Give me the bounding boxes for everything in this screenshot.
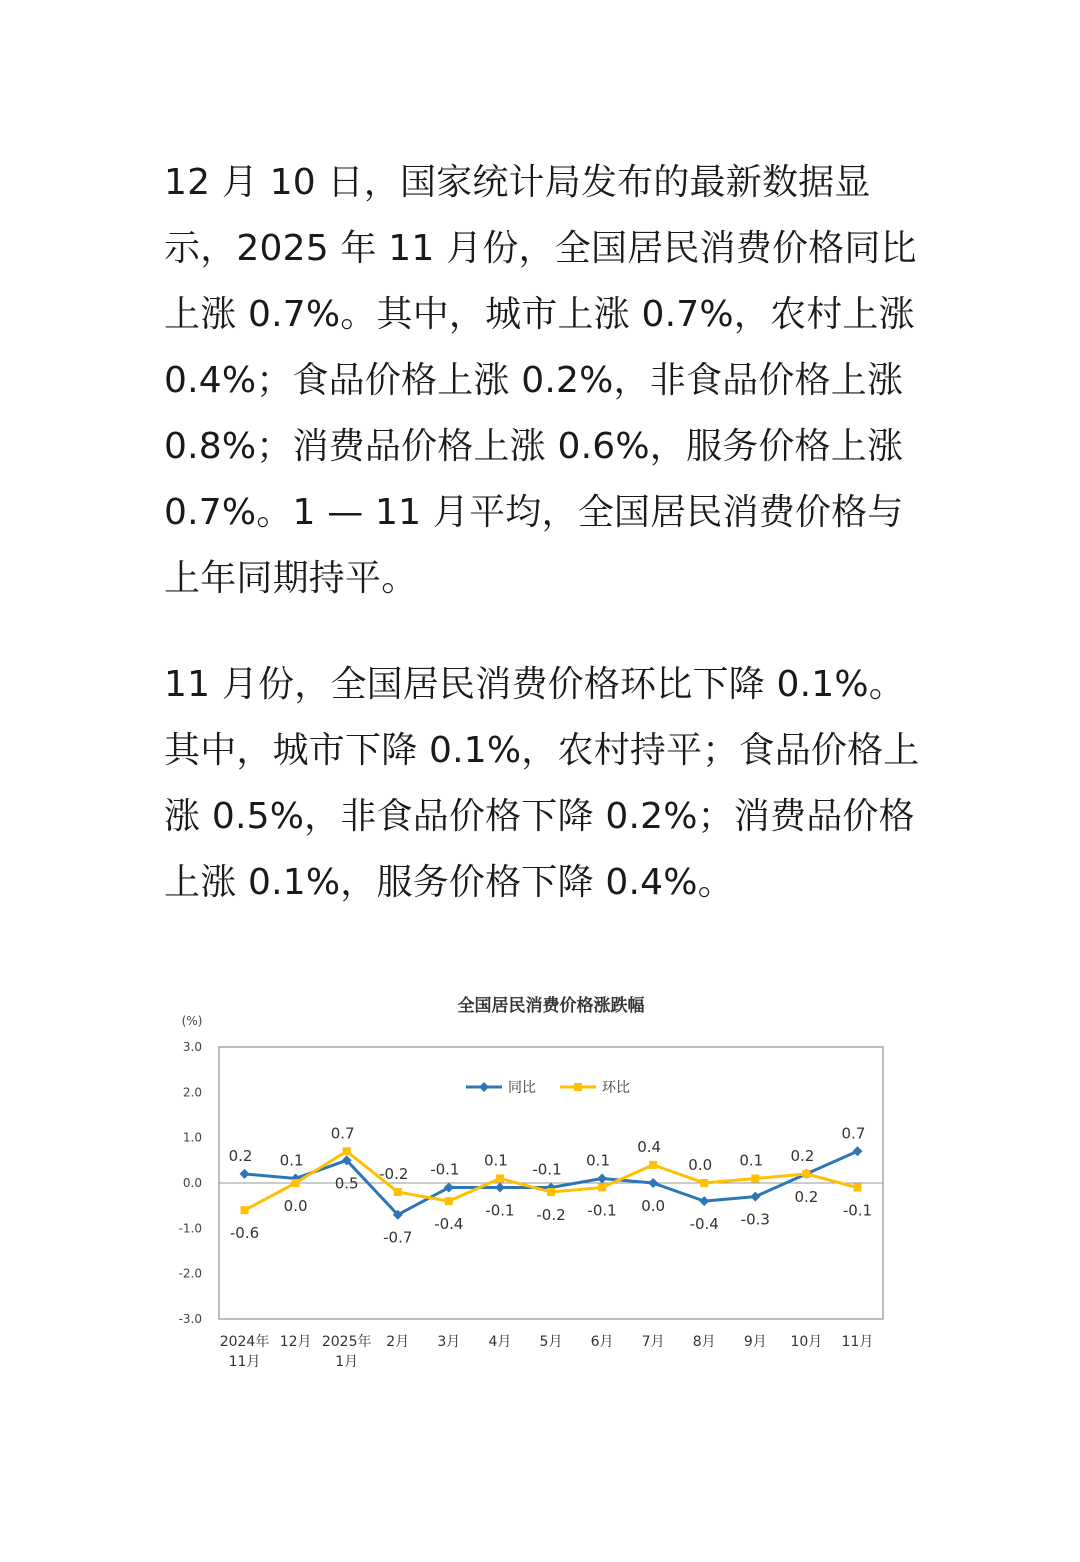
x-tick-label: 2025年 xyxy=(321,1334,372,1350)
paragraph: 11 月份，全国居民消费价格环比下降 0.1%。其中，城市下降 0.1%，农村持平；食品价格上涨 0.5%，非食品价格下降 0.2%；消费品价格上涨 0.1%，服务价格下降 0.4%。 xyxy=(164,664,920,903)
series-mom-point xyxy=(241,1206,249,1214)
series-yoy-point xyxy=(648,1178,658,1188)
series-mom-point xyxy=(394,1188,402,1196)
series-mom-data-label: 0.0 xyxy=(688,1156,713,1174)
series-mom-point xyxy=(853,1184,861,1192)
x-tick-label: 6月 xyxy=(590,1334,614,1350)
series-yoy-point xyxy=(852,1146,862,1156)
series-yoy-data-label: 0.1 xyxy=(279,1151,304,1170)
series-yoy-data-label: 0.2 xyxy=(228,1146,253,1165)
x-tick-label: 2月 xyxy=(386,1334,410,1350)
legend-mom-marker xyxy=(574,1083,582,1091)
series-yoy-point xyxy=(750,1192,760,1202)
y-axis-unit: (%) xyxy=(181,1014,203,1028)
x-tick-label: 11月 xyxy=(841,1334,874,1350)
legend-mom-label: 环比 xyxy=(602,1080,630,1096)
series-mom-point xyxy=(751,1174,759,1182)
legend-yoy-marker xyxy=(479,1082,489,1092)
y-tick-label: -1.0 xyxy=(178,1221,202,1236)
y-tick-label: 0.0 xyxy=(182,1176,202,1190)
series-mom-data-label: -0.4 xyxy=(434,1215,464,1234)
series-mom-point xyxy=(343,1147,351,1155)
series-yoy-data-label: 0.7 xyxy=(841,1124,866,1143)
series-mom-data-label: -0.6 xyxy=(229,1224,260,1243)
series-mom-point xyxy=(700,1179,708,1187)
series-mom-point xyxy=(649,1161,657,1169)
legend-yoy-label: 同比 xyxy=(508,1080,536,1096)
series-yoy-point xyxy=(240,1169,250,1179)
series-mom-data-label: -0.2 xyxy=(379,1165,409,1184)
series-mom-point xyxy=(598,1184,606,1192)
series-mom-point xyxy=(292,1179,300,1187)
series-yoy-point xyxy=(699,1196,709,1206)
x-tick-label: 10月 xyxy=(790,1334,823,1350)
series-mom-point xyxy=(445,1197,453,1205)
cpi-chart xyxy=(130,945,960,1405)
x-tick-label: 4月 xyxy=(488,1334,512,1350)
series-yoy-data-label: 0.2 xyxy=(790,1146,815,1165)
series-yoy-data-label: 0.5 xyxy=(334,1174,359,1193)
x-tick-label: 9月 xyxy=(743,1334,767,1350)
x-tick-label: 8月 xyxy=(692,1334,716,1350)
article-body xyxy=(164,150,924,956)
y-tick-label: 3.0 xyxy=(182,1040,202,1054)
x-tick-label: 7月 xyxy=(641,1334,665,1350)
series-mom-point xyxy=(802,1170,810,1178)
x-tick-label: 12月 xyxy=(279,1334,312,1350)
series-mom-data-label: -0.1 xyxy=(842,1201,873,1220)
paragraph: 12 月 10 日，国家统计局发布的最新数据显示，2025 年 11 月份，全国居民消费价格同比上涨 0.7%。其中，城市上涨 0.7%，农村上涨 0.4%；食品价格上涨 0.2%，非食品价格上涨 0.8%；消费品价格上涨 0.6%，服务价格上涨 0.7%。1 — 11 月平均，全国居民消费价格与上年同期持平。 xyxy=(164,162,917,599)
chart-title: 全国居民消费价格涨跌幅 xyxy=(457,996,645,1016)
series-mom-data-label: 0.4 xyxy=(637,1137,662,1156)
series-yoy-data-label: -0.3 xyxy=(740,1210,770,1229)
series-yoy-data-label: -0.1 xyxy=(485,1201,515,1220)
y-tick-label: -2.0 xyxy=(178,1266,202,1281)
series-yoy-data-label: 0.0 xyxy=(641,1197,666,1215)
series-mom-data-label: 0.1 xyxy=(739,1151,764,1170)
x-tick-label: 5月 xyxy=(539,1334,563,1350)
chart-svg xyxy=(130,945,960,1405)
x-tick-label: 2024年 xyxy=(219,1334,270,1350)
series-mom-data-label: 0.0 xyxy=(283,1197,308,1215)
y-tick-label: 1.0 xyxy=(182,1130,202,1145)
x-tick-label: 11月 xyxy=(228,1354,261,1370)
series-yoy-data-label: 0.1 xyxy=(586,1151,611,1170)
y-tick-label: -3.0 xyxy=(178,1312,202,1326)
series-mom-data-label: 0.7 xyxy=(330,1124,355,1143)
series-yoy-data-label: -0.1 xyxy=(430,1160,460,1179)
series-yoy-data-label: -0.1 xyxy=(532,1160,562,1179)
series-mom-data-label: 0.1 xyxy=(483,1151,508,1170)
series-yoy-data-label: -0.4 xyxy=(689,1215,719,1234)
series-mom-point xyxy=(496,1174,504,1182)
y-tick-label: 2.0 xyxy=(182,1085,202,1100)
series-mom-point xyxy=(547,1188,555,1196)
x-tick-label: 3月 xyxy=(437,1334,461,1350)
series-mom-data-label: 0.2 xyxy=(794,1187,819,1206)
series-mom-data-label: -0.1 xyxy=(587,1201,617,1220)
series-yoy-point xyxy=(495,1183,505,1193)
series-mom-data-label: -0.2 xyxy=(536,1206,566,1225)
series-yoy-point xyxy=(597,1173,607,1183)
x-tick-label: 1月 xyxy=(335,1354,359,1370)
series-yoy-data-label: -0.7 xyxy=(383,1228,413,1247)
